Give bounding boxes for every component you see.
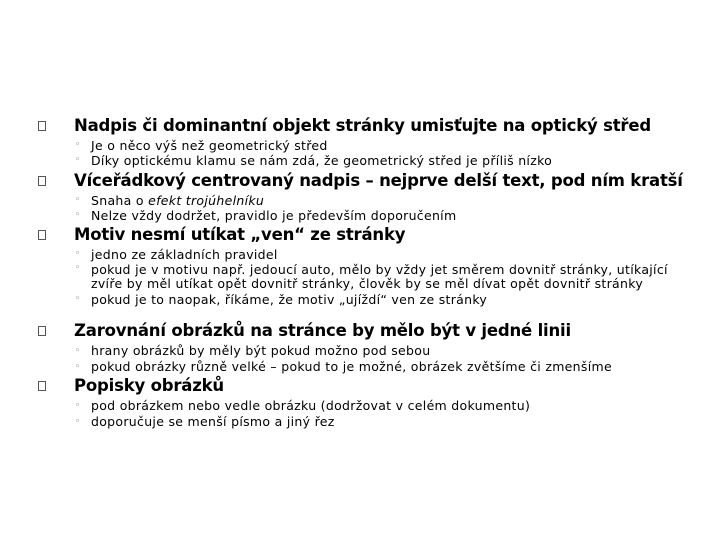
section-heading: Motiv nesmí utíkat „ven“ ze stránky xyxy=(74,225,406,244)
list-item xyxy=(0,359,720,375)
list-item xyxy=(0,398,720,414)
list-item xyxy=(0,153,720,168)
checkbox-bullet-icon xyxy=(38,176,46,186)
list-item-emphasis: efekt trojúhelníku xyxy=(148,193,265,208)
circle-bullet-icon: ◦ xyxy=(75,140,81,150)
list-item xyxy=(0,262,720,292)
list-item xyxy=(0,247,720,262)
section-image-captions xyxy=(0,376,720,430)
circle-bullet-icon: ◦ xyxy=(75,263,81,273)
list-item-text: pokud je to naopak, říkáme, že motiv „ujíždí“ ven ze stránky xyxy=(91,292,488,307)
sub-list xyxy=(0,398,720,430)
circle-bullet-icon: ◦ xyxy=(75,155,81,165)
circle-bullet-icon: ◦ xyxy=(75,346,81,356)
circle-bullet-icon: ◦ xyxy=(75,195,81,205)
list-item-text: Snaha o xyxy=(91,193,149,208)
list-item xyxy=(0,292,720,307)
list-item-text: pod obrázkem nebo vedle obrázku (dodržovat v celém dokumentu) xyxy=(91,398,531,413)
circle-bullet-icon: ◦ xyxy=(75,401,81,411)
section-image-alignment xyxy=(0,321,720,375)
section-optical-center xyxy=(0,116,720,168)
section-heading: Zarovnání obrázků na stránce by mělo být v jedné linii xyxy=(74,321,571,340)
list-item-text: doporučuje se menší písmo a jiný řez xyxy=(91,414,335,429)
list-item xyxy=(0,208,720,223)
list-item xyxy=(0,343,720,359)
sub-list xyxy=(0,138,720,168)
section-multiline-heading xyxy=(0,171,720,223)
section-heading: Víceřádkový centrovaný nadpis – nejprve delší text, pod ním kratší xyxy=(74,171,683,190)
list-item-text: Díky optickému klamu se nám zdá, že geometrický střed je příliš nízko xyxy=(91,153,553,168)
list-item-text: Je o něco výš než geometrický střed xyxy=(91,138,328,153)
list-item-text: pokud je v motivu např. jedoucí auto, mělo by vždy jet směrem dovnitř stránky, utíkající zvíře by měl utíkat opět dovnitř stránky, člověk by se měl dívat opět dovnitř stránky xyxy=(91,262,668,291)
sub-list xyxy=(0,193,720,223)
sub-list xyxy=(0,247,720,307)
list-item xyxy=(0,414,720,430)
list-item xyxy=(0,138,720,153)
section-motif-direction xyxy=(0,225,720,307)
section-heading: Popisky obrázků xyxy=(74,376,224,395)
circle-bullet-icon: ◦ xyxy=(75,362,81,372)
section-heading: Nadpis či dominantní objekt stránky umisťujte na optický střed xyxy=(74,116,651,135)
list-item-text: Nelze vždy dodržet, pravidlo je především doporučením xyxy=(91,208,457,223)
checkbox-bullet-icon xyxy=(38,121,46,131)
checkbox-bullet-icon xyxy=(38,326,46,336)
list-item xyxy=(0,193,720,208)
checkbox-bullet-icon xyxy=(38,381,46,391)
circle-bullet-icon: ◦ xyxy=(75,249,81,259)
list-item-text: jedno ze základních pravidel xyxy=(91,247,278,262)
circle-bullet-icon: ◦ xyxy=(75,294,81,304)
sub-list xyxy=(0,343,720,375)
checkbox-bullet-icon xyxy=(38,230,46,240)
list-item-text: pokud obrázky různě velké – pokud to je možné, obrázek zvětšíme či zmenšíme xyxy=(91,359,612,374)
circle-bullet-icon: ◦ xyxy=(75,210,81,220)
circle-bullet-icon: ◦ xyxy=(75,417,81,427)
list-item-text: hrany obrázků by měly být pokud možno pod sebou xyxy=(91,343,431,358)
